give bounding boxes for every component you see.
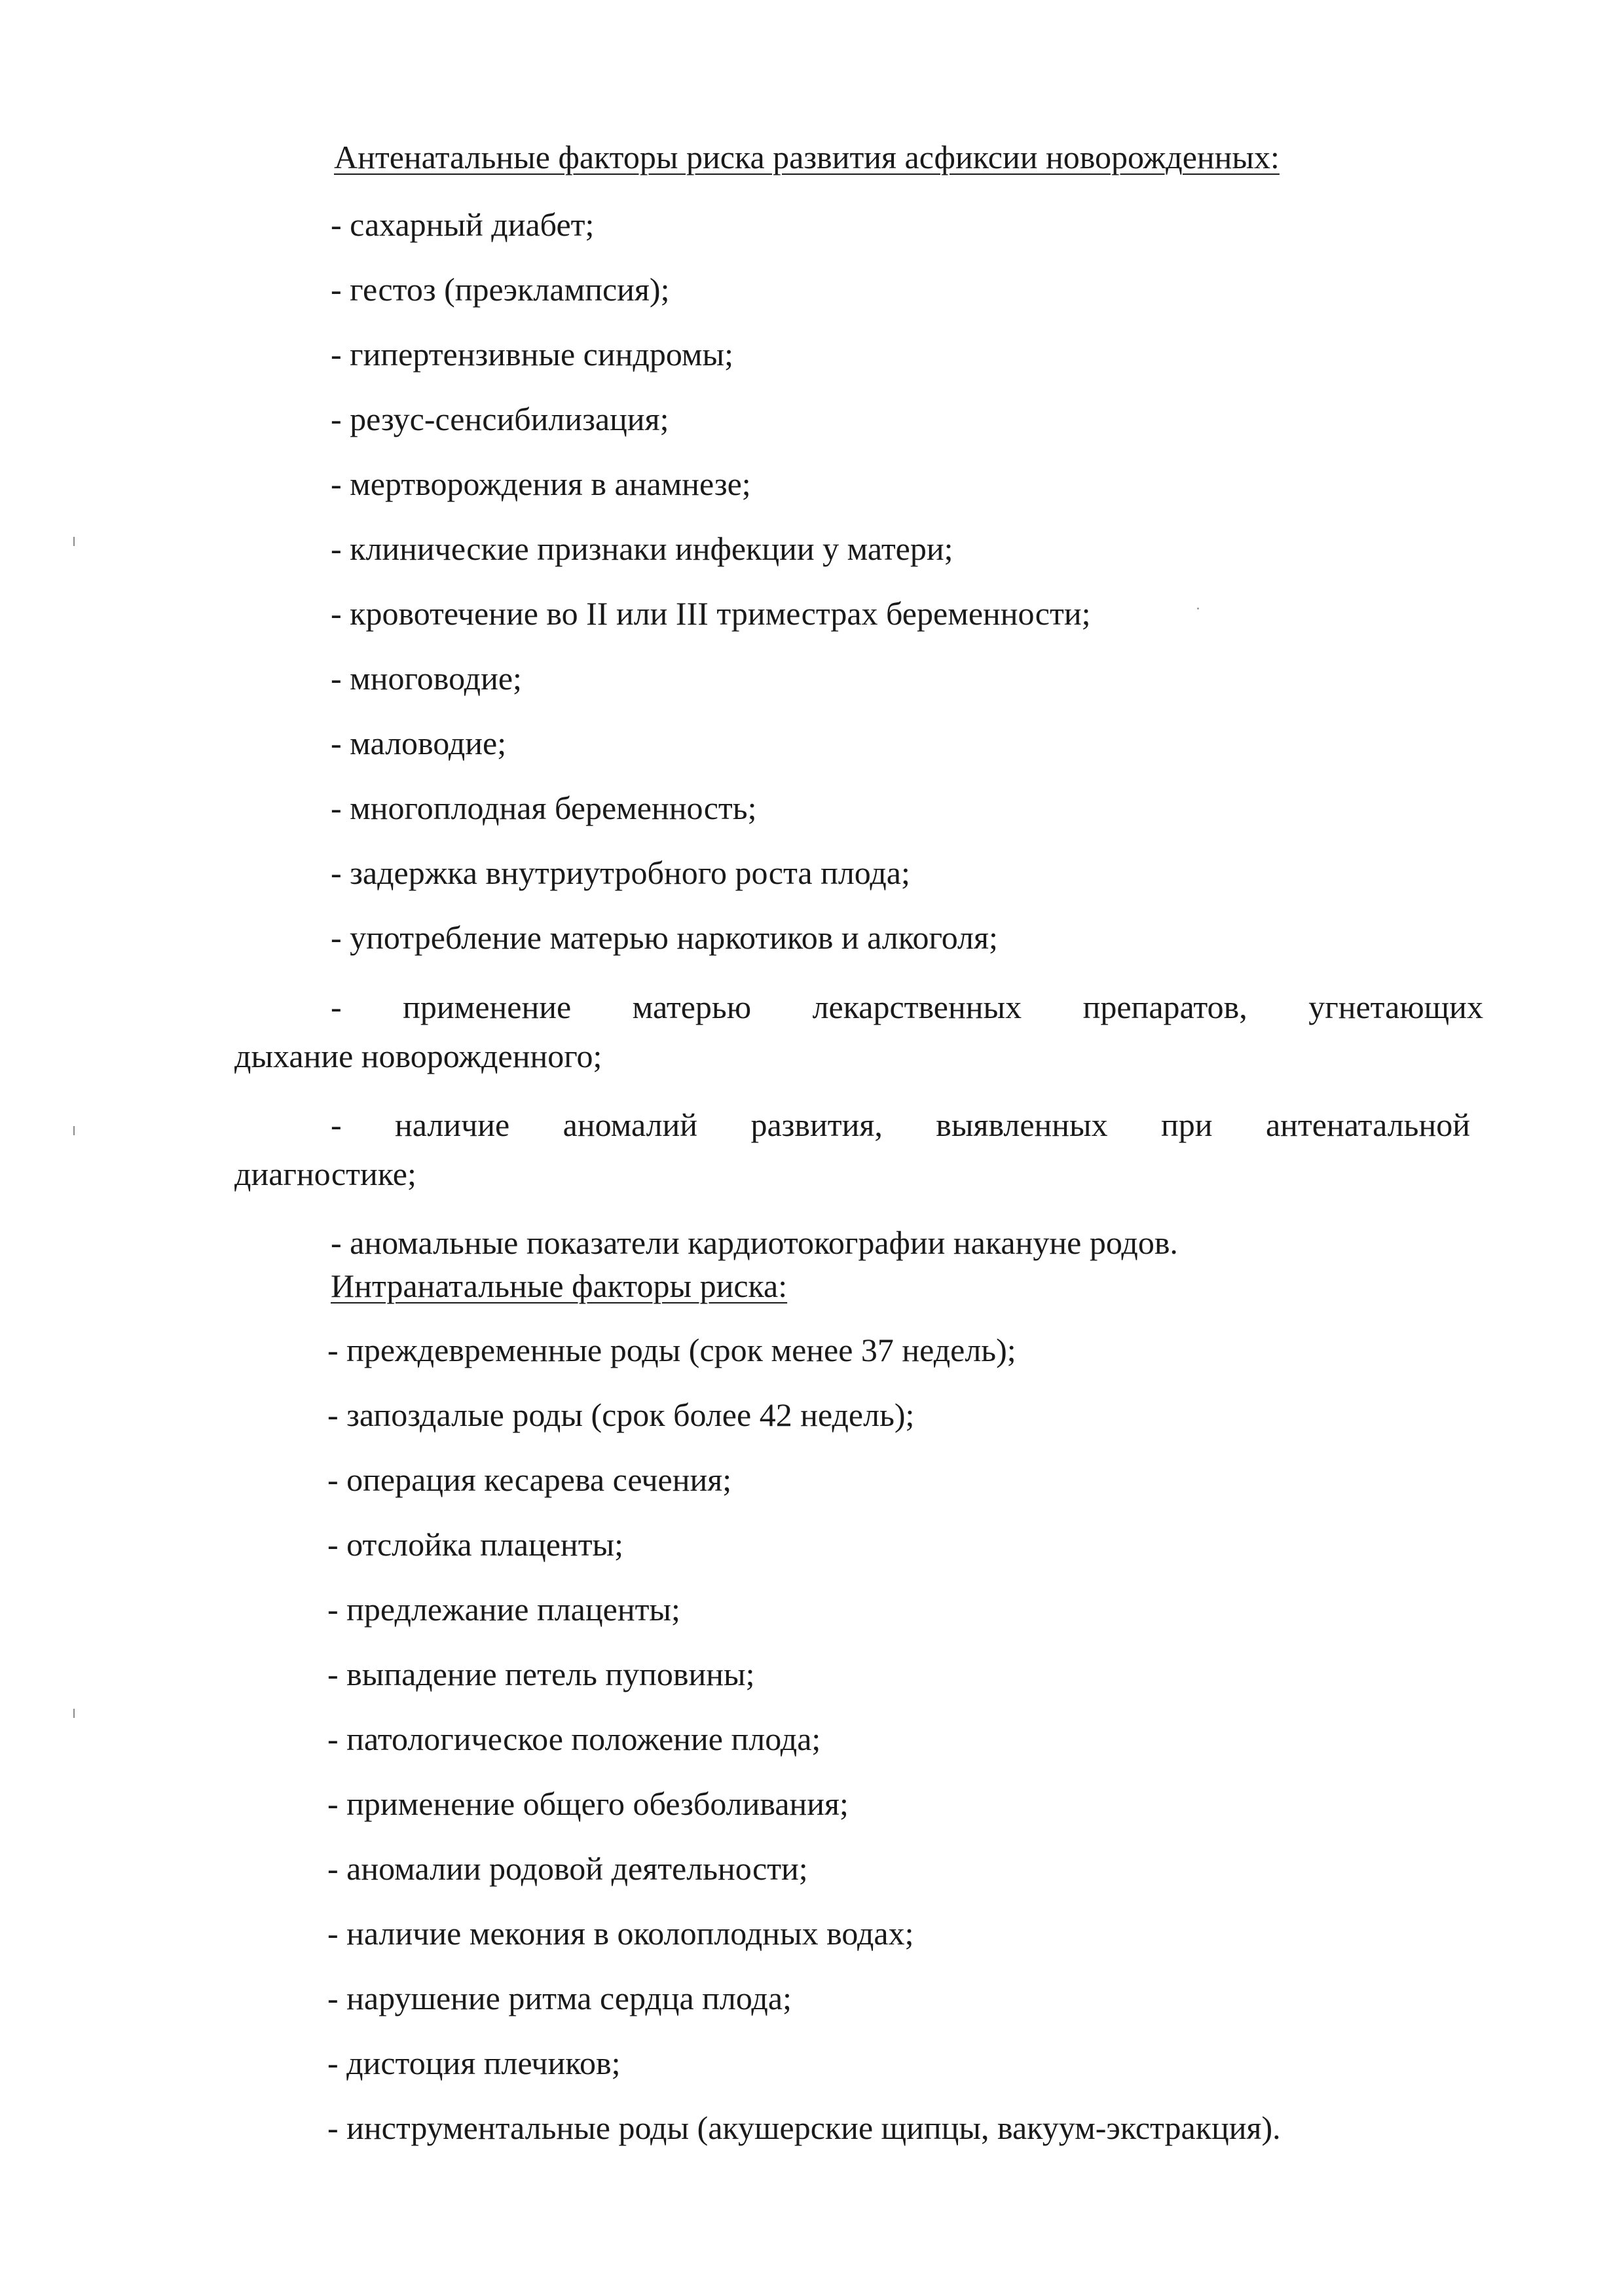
list-item-justified [331, 1105, 1470, 1144]
list-item: - наличие мекония в околоплодных водах; [327, 1915, 914, 1952]
word: антенатальной [1265, 1106, 1470, 1143]
word: применение [403, 989, 572, 1025]
list-item: - многоводие; [331, 660, 522, 697]
scan-speck [73, 537, 75, 546]
word: матерью [632, 989, 752, 1025]
scan-speck [73, 1709, 75, 1718]
list-item: - задержка внутриутробного роста плода; [331, 854, 910, 891]
list-item: - кровотечение во II или III триместрах беременности; [331, 595, 1091, 632]
word: лекарственных [812, 989, 1022, 1025]
list-item: - выпадение петель пуповины; [327, 1656, 755, 1692]
list-item: - инструментальные роды (акушерские щипцы, вакуум-экстракция). [327, 2109, 1281, 2146]
word: выявленных [936, 1106, 1108, 1143]
list-item: - дистоция плечиков; [327, 2045, 621, 2081]
list-item: - запоздалые роды (срок более 42 недель); [327, 1396, 915, 1433]
list-item: - клинические признаки инфекции у матери; [331, 530, 953, 567]
list-item: - аномальные показатели кардиотокографии накануне родов. [331, 1224, 1178, 1261]
list-item: - аномалии родовой деятельности; [327, 1850, 808, 1887]
word: при [1161, 1106, 1213, 1143]
list-item: - мертворождения в анамнезе; [331, 465, 751, 502]
list-item: - многоплодная беременность; [331, 790, 757, 826]
scan-speck [73, 1126, 75, 1135]
word: - [331, 1106, 342, 1143]
list-item: - гестоз (преэклампсия); [331, 271, 670, 308]
scan-dot [1197, 608, 1199, 610]
word: препаратов, [1082, 989, 1247, 1025]
list-item-continuation: дыхание новорожденного; [234, 1038, 602, 1074]
list-item: - применение общего обезболивания; [327, 1785, 849, 1822]
intranatal-heading: Интранатальные факторы риска: [331, 1267, 788, 1304]
list-item: - преждевременные роды (срок менее 37 недель); [327, 1332, 1016, 1368]
antenatal-heading: Антенатальные факторы риска развития асфиксии новорожденных: [334, 139, 1280, 175]
word: развития, [750, 1106, 883, 1143]
list-item-continuation: диагностике; [234, 1156, 416, 1192]
list-item: - отслойка плаценты; [327, 1526, 624, 1563]
list-item: - патологическое положение плода; [327, 1721, 821, 1757]
list-item: - гипертензивные синдромы; [331, 336, 733, 373]
list-item: - резус-сенсибилизация; [331, 401, 669, 437]
list-item: - операция кесарева сечения; [327, 1461, 732, 1498]
list-item: - маловодие; [331, 725, 507, 761]
word: наличие [395, 1106, 510, 1143]
list-item: - употребление матерью наркотиков и алкоголя; [331, 919, 998, 956]
word: - [331, 989, 342, 1025]
list-item: - сахарный диабет; [331, 206, 595, 243]
list-item: - предлежание плаценты; [327, 1591, 680, 1628]
word: угнетающих [1308, 989, 1483, 1025]
list-item-justified [331, 987, 1483, 1027]
word: аномалий [563, 1106, 698, 1143]
list-item: - нарушение ритма сердца плода; [327, 1980, 792, 2016]
